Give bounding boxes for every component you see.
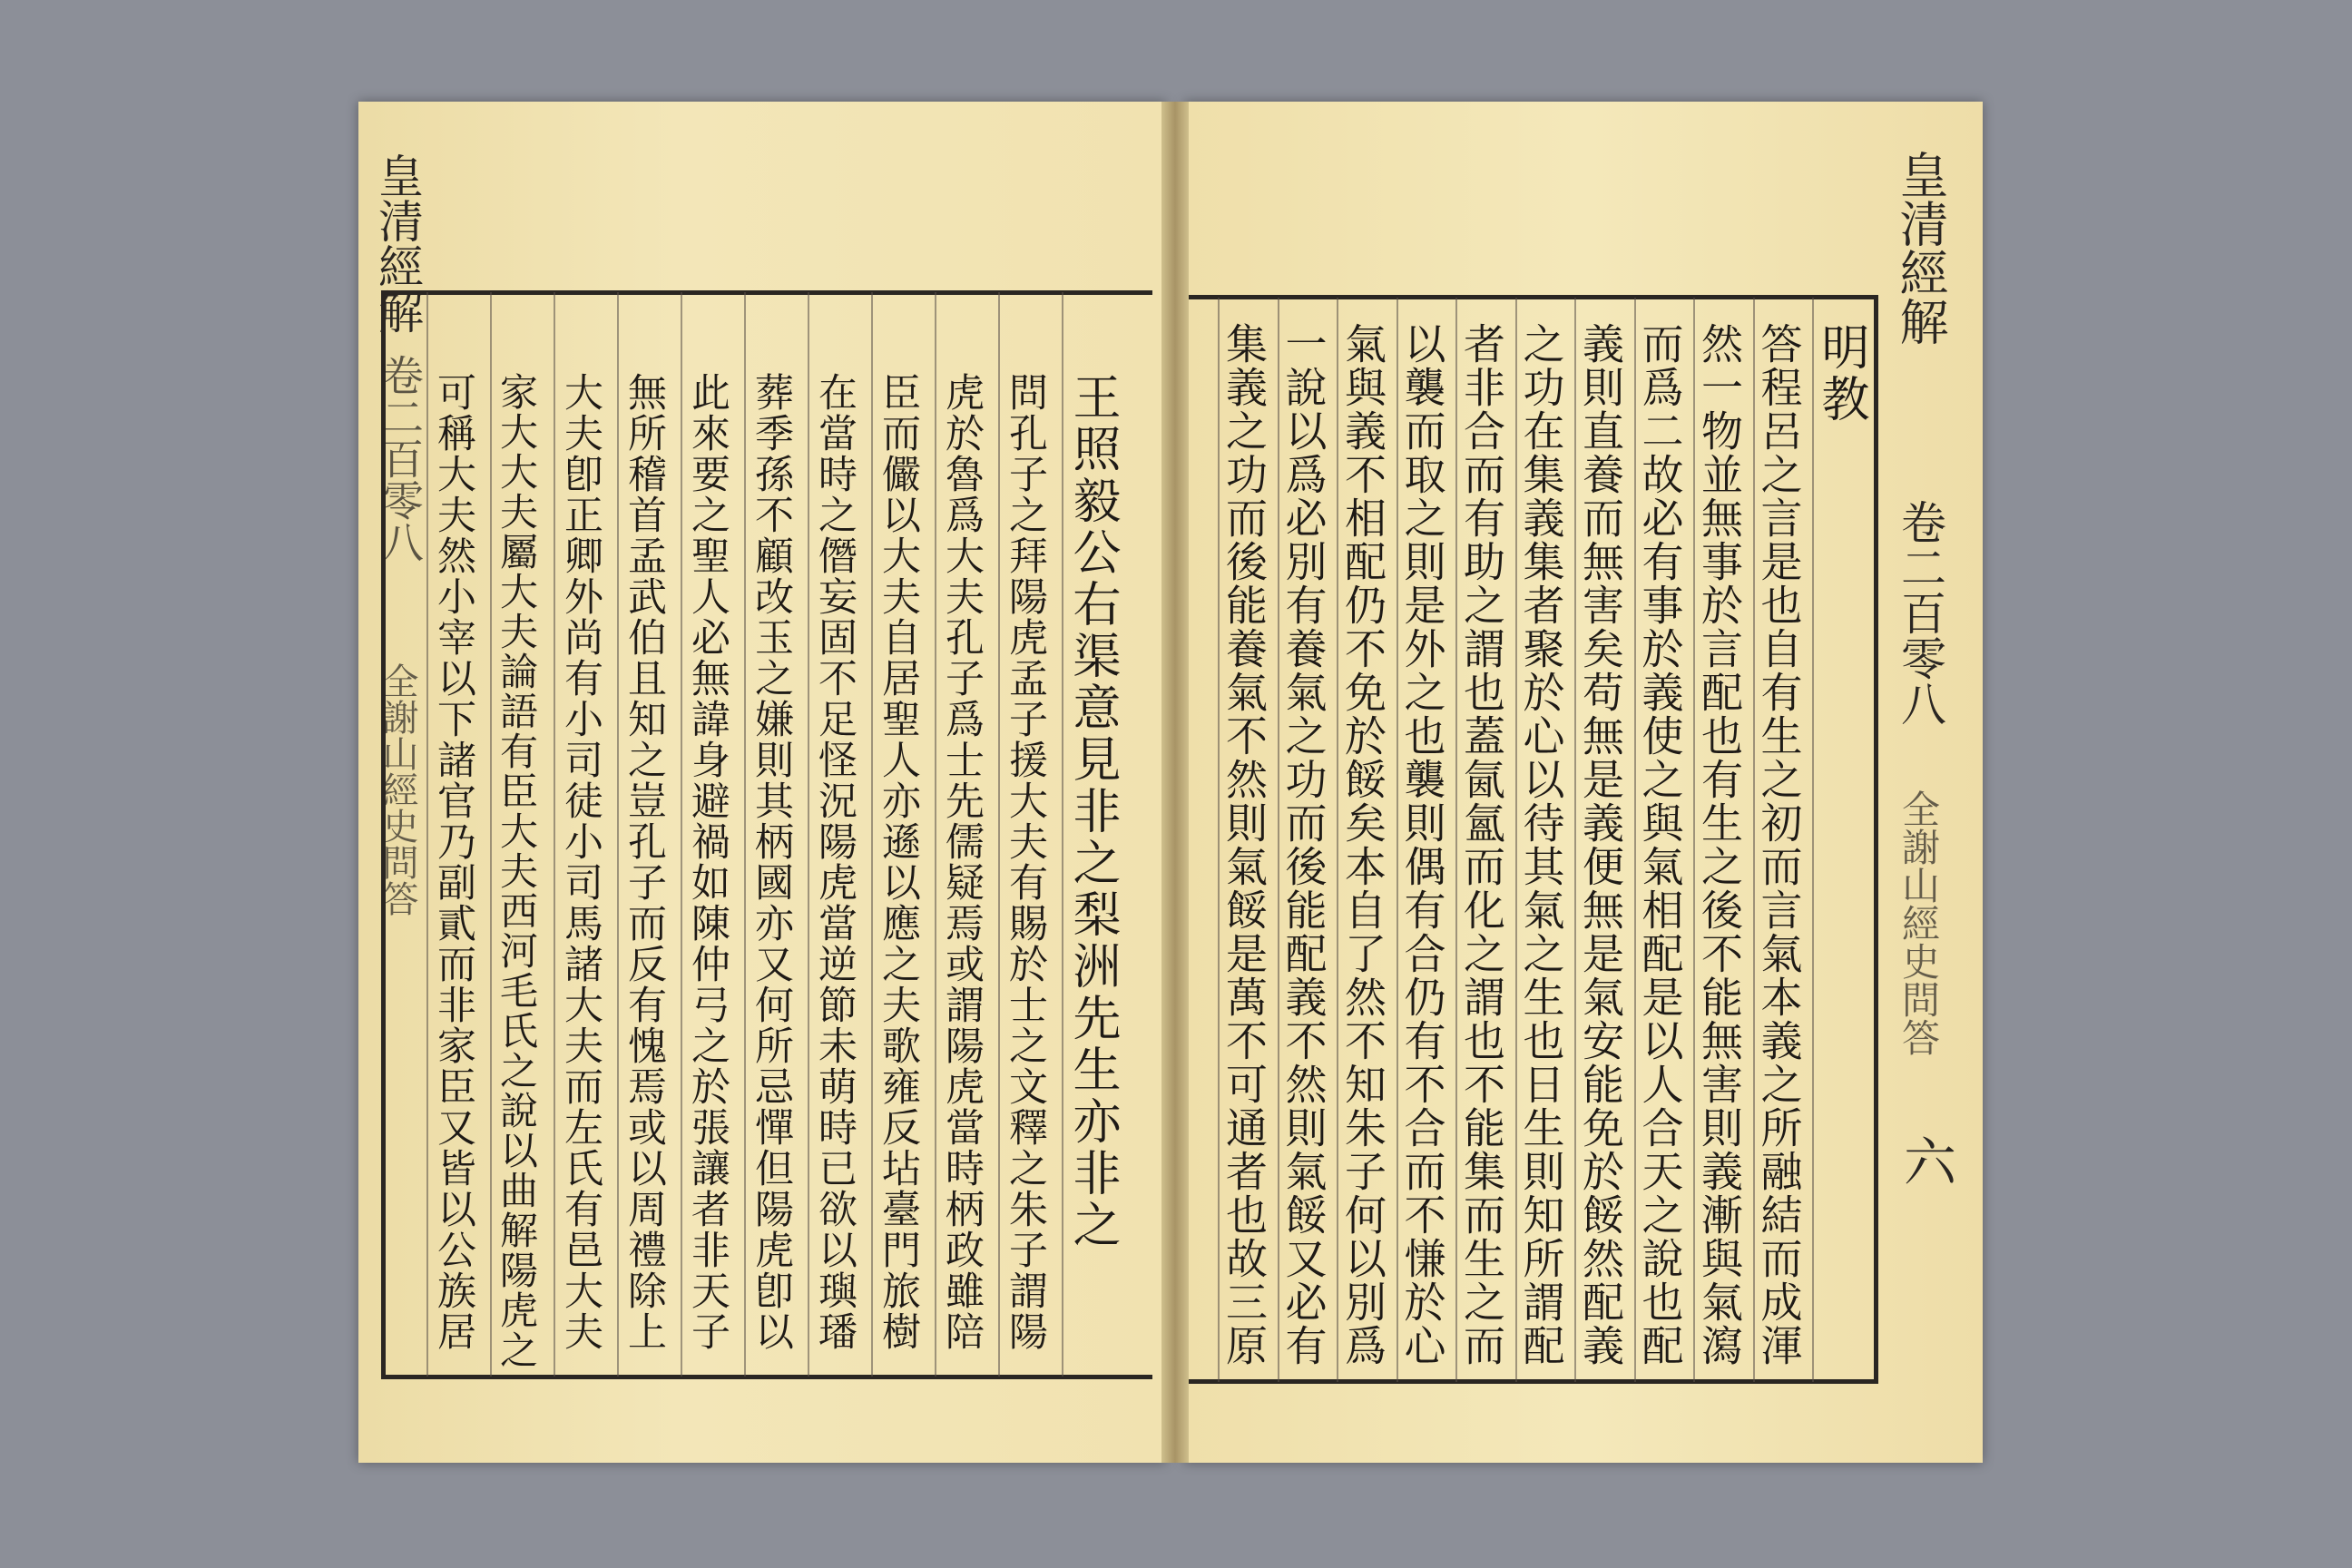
right-page-column: 而爲二故必有事於義使之與氣相配是以人合天之說也配 [1635,322,1685,1367]
right-page-column: 明教 [1814,322,1869,426]
left-page-column: 可稱大夫然小宰以下諸官乃副貳而非家臣又皆以公族居 [431,372,476,1352]
right-page-column: 義則直養而無害矣苟無是義便無是氣安能免於餒然配義 [1576,322,1625,1367]
left-page-column: 此來要之聖人必無諱身避禍如陳仲弓之於張讓者非天子 [685,372,730,1352]
left-page-column: 大夫卽正卿外尚有小司徒小司馬諸大夫而左氏有邑大夫 [558,372,603,1352]
column-rule [1455,298,1457,1382]
column-rule [871,292,873,1377]
right-page-column: 答程呂之言是也自有生之初而言氣本義之所融結而成渾 [1754,322,1804,1367]
column-rule [1812,298,1814,1382]
left-page-column: 在當時之僭妄固不足怪況陽虎當逆節未萌時已欲以璵璠 [812,372,858,1352]
book-gutter [1161,102,1189,1463]
left-page-column: 家大大夫屬大夫論語有臣大夫西河毛氏之說以曲解陽虎之 [495,372,539,1370]
right-page-column: 然一物並無事於言配也有生之後不能無害則義漸與氣瀉 [1695,322,1744,1367]
column-rule [998,292,1000,1377]
left-margin-title: 皇清經解 [371,152,424,334]
right-margin-title: 皇清經解 [1892,150,1949,346]
column-rule [490,292,492,1377]
right-page-column: 氣與義不相配仍不免於餒矣本自了然不知朱子何以別爲 [1338,322,1387,1367]
right-margin-subtitle: 全謝山經史問答 [1896,789,1941,1056]
column-rule [1515,298,1517,1382]
right-page-column: 一說以爲必別有養氣之功而後能配義不然則氣餒又必有 [1279,322,1328,1367]
page-number: 六 [1895,1134,1956,1187]
left-page-column: 王照毅公右渠意見非之梨洲先生亦非之 [1065,372,1121,1251]
left-page-column: 無所稽首孟武伯且知之豈孔子而反有愧焉或以周禮除上 [622,372,667,1352]
column-rule [681,292,682,1377]
left-margin-volume: 卷二百零八 [376,354,425,563]
right-page-column: 者非合而有助之謂也蓋氤氳而化之謂也不能集而生之而 [1457,322,1506,1367]
column-rule [1634,298,1636,1382]
left-margin-subtitle: 全謝山經史問答 [377,662,418,916]
column-rule [554,292,555,1377]
left-page-column: 臣而儼以大夫自居聖人亦遜以應之夫歌雍反坫臺門旅樹 [876,372,921,1352]
left-page-column: 虎於魯爲大夫孔子爲士先儒疑焉或謂陽虎當時柄政雖陪 [939,372,985,1352]
left-page-column: 葬季孫不顧改玉之嫌則其柄國亦又何所忌憚但陽虎卽以 [749,372,794,1352]
column-rule [1693,298,1695,1382]
right-page-column: 以襲而取之則是外之也襲則偶有合仍有不合而不慊於心 [1397,322,1447,1367]
column-rule [1218,298,1220,1382]
column-rule [744,292,746,1377]
column-rule [808,292,809,1377]
column-rule [1753,298,1755,1382]
column-rule [935,292,936,1377]
left-page-column: 問孔子之拜陽虎孟子援大夫有賜於士之文釋之朱子謂陽 [1003,372,1048,1352]
right-margin-volume: 卷二百零八 [1894,499,1946,726]
column-rule [617,292,619,1377]
column-rule [1062,292,1063,1377]
column-rule [1574,298,1576,1382]
column-rule [1337,298,1338,1382]
right-page-column: 之功在集義集者聚於心以待其氣之生也日生則知所謂配 [1516,322,1566,1367]
right-page-column: 集義之功而後能養氣不然則氣餒是萬不可通者也故三原 [1220,322,1269,1367]
column-rule [1396,298,1398,1382]
column-rule [1278,298,1279,1382]
